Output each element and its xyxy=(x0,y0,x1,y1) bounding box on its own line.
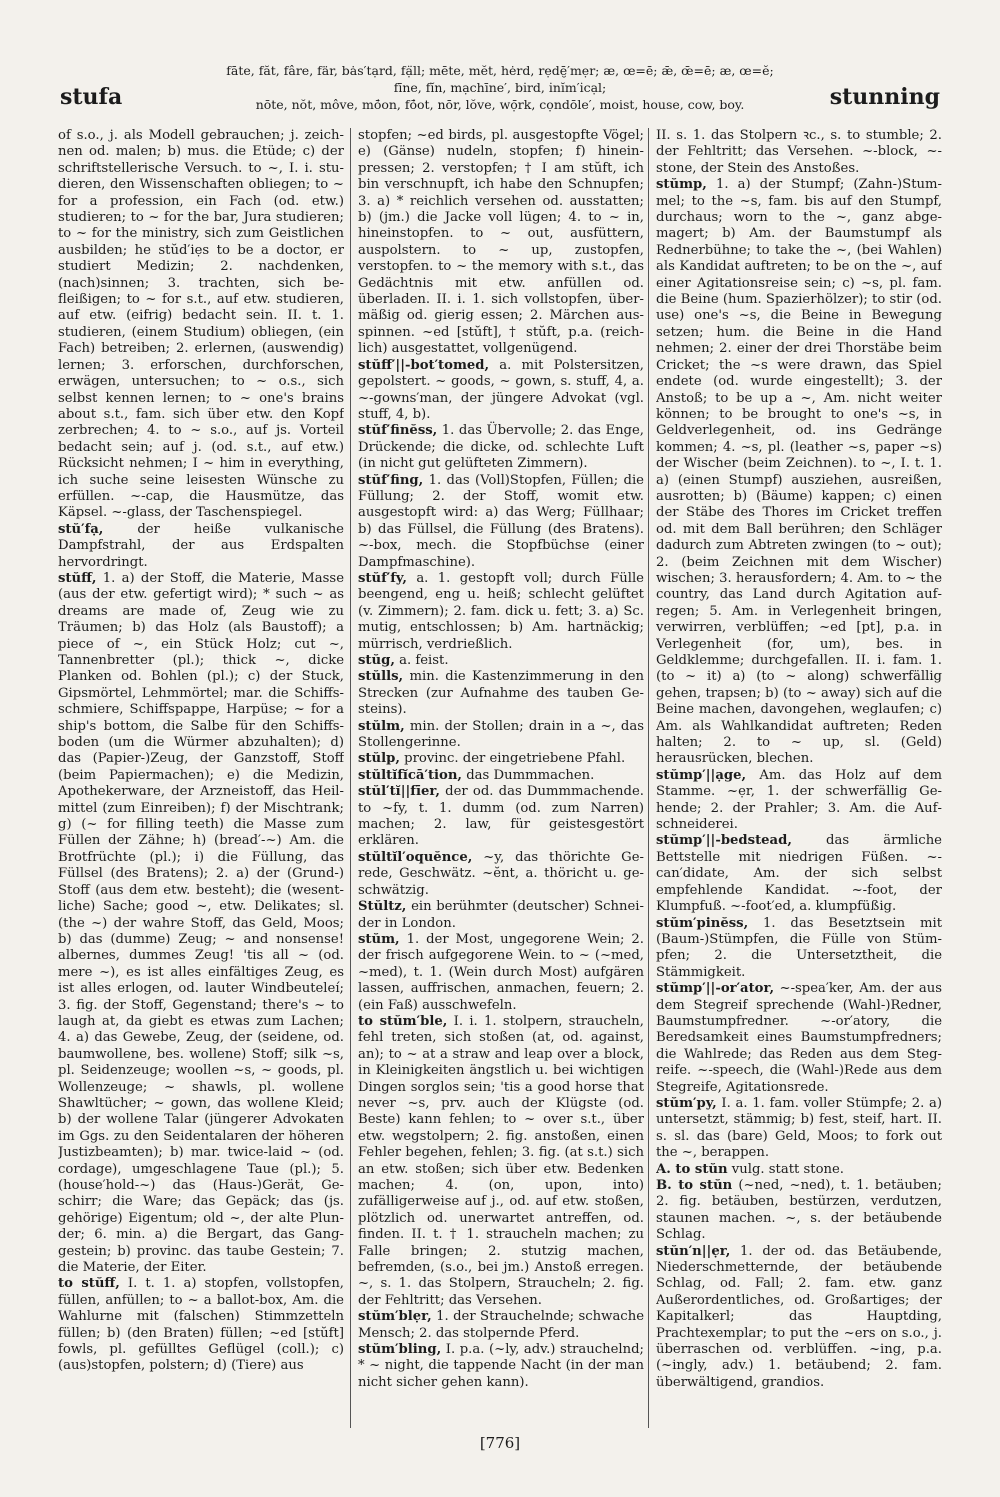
dictionary-entry xyxy=(58,522,344,571)
page-number: [776] xyxy=(479,1434,521,1452)
column-2 xyxy=(358,128,644,1428)
definition-text: 1. a) der Stumpf; (Zahn-)Stummel; to the ~s, fam. bis auf den Stumpf, durchaus; worn to the ~, ganz abgemagert; b) Am. der Baumstumpf als Rednerbühne; to take the ~, (bei Wahlen) als Kandidat auftreten; to be on the ~, auf einer Agitationsreise sein; c) ~s, pl. fam. die Beine (hum. Spazierhölzer); to stir (od. use) one's ~s, die Beine in Bewegung setzen; hum. die Beine in die Hand nehmen; 2. einer der drei Thorstäbe beim Cricket; the ~s were drawn, das Spiel endete (od. wurde eingestellt); 3. der Anstoß; to be up a ~, Am. nicht weiter können; to be brought to one's ~s, in Geldverlegenheit, od. ins Gedränge kommen; 4. ~s, pl. (leather ~s, paper ~s) der Wischer (beim Zeichnen). to ~, I. t. 1. a) (einen Stumpf) ausziehen, ausreißen, ausrotten; b) (Bäume) kappen; c) einen der Stäbe des Thores im Cricket treffen od. mit dem Ball berühren; den Schläger dadurch zum Abtreten zwingen (to ~ out); 2. (beim Zeichnen mit dem Wischer) wischen; 3. herausfordern; 4. Am. to ~ the country, das Land durch Agitation aufregen; 5. Am. in Verlegenheit bringen, verwirren, verblüffen; ~ed [pt], p.a. in Verlegenheit (for, um), bes. in Geldklemme; durchgefallen. II. i. fam. 1. (to ~ it) a) (to ~ along) schwerfällig gehen, trapsen; b) (to ~ away) sich auf die Beine machen, davongehen, weglaufen; c) Am. als Wahlkandidat auftreten; Reden halten; 2. to ~ up, sl. (Geld) herausrücken, blechen. xyxy=(656,177,942,767)
dictionary-entry xyxy=(358,899,644,932)
definition-text: I. i. 1. stolpern, straucheln, fehl treten, sich stoßen (at, od. against, an); to ~ at a straw and leap over a block, in Kleinigkeiten ängstlich u. bei wichtigen Dingen sorglos sein; 'tis a good horse that never ~s, prv. auch der Klügste (od. Beste) kann fehlen; to ~ over s.t., über etw. wegstolpern; 2. fig. anstoßen, einen Fehler begehen, fehlen; 3. fig. (at s.t.) sich an etw. stoßen; sich über etw. Bedenken machen; 4. (on, upon, into) zufälligerweise auf j., od. auf etw. stoßen, plötzlich od. unerwartet antreffen, od. finden. II. t. † 1. straucheln machen; zu Falle bringen; 2. stutzig machen, befremden, (s.o., bei jm.) Anstoß erregen. ~, s. 1. das Stolpern, Straucheln; 2. fig. der Fehltritt; das Versehen. xyxy=(358,1013,644,1308)
dictionary-entry xyxy=(358,751,644,767)
headword: B. to stŭn xyxy=(656,1178,733,1193)
headword: stŭm, xyxy=(358,931,400,947)
definition-text: 1. das (Voll)Stopfen, Füllen; die Füllung; 2. der Stoff, womit etw. ausgestopft wird: a) das Werg; Füllhaar; b) das Füllsel, die Füllung (des Bratens). ~-box, mech. die Stopfbüchse (einer Dampfmaschine). xyxy=(358,472,644,570)
dictionary-entry xyxy=(656,1096,942,1162)
definition-text: 1. der od. das Betäubende, Niederschmetternde, der betäubende Schlag, od. Fall; 2. fam. etw. ganz Außerordentliches, od. Großartiges; der Kapitalkerl; das Hauptding, Prachtexemplar; to put the ~ers on s.o., j. überraschen od. verblüffen. ~ing, p.a. (~ingly, adv.) 1. betäubend; 2. fam. überwältigend, grandios. xyxy=(656,1243,942,1390)
dictionary-entry xyxy=(358,850,644,899)
definition-text: min. der Stollen; drain in a ~, das Stollengerinne. xyxy=(358,718,644,751)
definition-text: a. mit Polstersitzen, gepolstert. ~ goods, ~ gown, s. stuff, 4, a. ~-gowns′man, der jüngere Advokat (vgl. stuff, 4, b). xyxy=(358,357,644,422)
dictionary-entry xyxy=(358,473,644,571)
dictionary-entry xyxy=(656,1162,942,1178)
dictionary-entry xyxy=(358,768,644,784)
dictionary-entry xyxy=(358,932,644,1014)
pronunciation-key xyxy=(180,62,820,113)
pronunciation-line: nōte, nŏt, môve, mō̍on, fō̍ot, nōr, lŏve, wọ̄rk, cọndōle′, moist, house, cow, boy. xyxy=(255,97,745,112)
headword: to stŭff, xyxy=(58,1276,120,1292)
pronunciation-line: fīne, fĭn, mạchīne′, bi̇rd, i̇nĭm′i̇cạl; xyxy=(393,80,607,95)
headword: stŭm′blẹr, xyxy=(358,1309,432,1325)
headword: stŭlm, xyxy=(358,718,405,734)
headword: stŭn′n||ẹr, xyxy=(656,1243,731,1259)
definition-text: a. feist. xyxy=(399,653,449,668)
definition-text: I. p.a. (~ly, adv.) strauchelnd; * ~ night, die tappende Nacht (in der man nicht sicher gehen kann). xyxy=(358,1342,644,1390)
headword: stŭf′fing, xyxy=(358,472,424,488)
headword: stŭltĭfĭcā′tion, xyxy=(358,767,463,783)
headword: stŭ′fạ, xyxy=(58,521,104,537)
headword: stŭf′finĕss, xyxy=(358,423,438,439)
definition-text: I. t. 1. a) stopfen, vollstopfen, füllen, anfüllen; to ~ a ballot-box, Am. die Wahlurne mit (falschen) Stimmzetteln füllen; b) (den Braten) füllen; ~ed [stŭft] fowls, pl. gefülltes Geflügel (coll.); c) (aus)stopfen, polstern; d) (Tiere) aus xyxy=(58,1276,344,1374)
headword: stŭmp, xyxy=(656,177,707,193)
definition-text: Am. das Holz auf dem Stamme. ~ẹr, 1. der schwerfällig Gehende; 2. der Prahler; 3. Am. die Aufschneiderei. xyxy=(656,767,942,833)
definition-text: 1. a) der Stoff, die Materie, Masse (aus der etw. gefertigt wird); * such ~ as dreams are made of, Zeug wie zu Träumen; b) das Holz (als Baustoff); a piece of ~, ein Stück Holz; cut ~, Tannenbretter (pl.); thick ~, dicke Planken od. Bohlen (pl.); c) der Stuck, Gipsmörtel, Lehmmörtel; mar. die Schiffsschmiere, Schiffspappe, Harpüse; ~ for a ship's bottom, die Salbe für den Schiffsboden (um die Würmer abzuhalten); d) das (Papier-)Zeug, der Ganzstoff, Stoff (beim Papiermachen); e) die Medizin, Apothekerware, der Arzneistoff, das Heilmittel (zum Einreiben); f) der Mischtrank; g) (~ for filling teeth) die Masse zum Füllen der Zähne; h) (bread′-~) Am. die Brotfrüchte (pl.); i) die Füllung, das Füllsel (des Bratens); 2. a) der (Grund-) Stoff (aus dem etw. besteht); die (wesentliche) Sache; good ~, etw. Delikates; sl. (the ~) der wahre Stoff, das Geld, Moos; b) das (dumme) Zeug; ~ and nonsense! albernes, dummes Zeug! 'tis all ~ (od. mere ~), es ist alles einfältiges Zeug, es ist alles erlogen, od. lauter Windbeuteleí; 3. fig. der Stoff, Gegenstand; there's ~ to laugh at, da giebt es etwas zum Lachen; 4. a) das Gewebe, Zeug, der (seidene, od. baumwollene, bes. wollene) Stoff; silk ~s, pl. Seidenzeuge; woollen ~s, ~ goods, pl. Wollenzeuge; ~ shawls, pl. wollene Shawltücher; ~ gown, das wollene Kleid; b) der wollene Talar (jüngerer Advokaten im Ggs. zu den Seidentalaren der höheren Justizbeamten); b) mar. twice-laid ~ (od. cordage), umgeschlagene Taue (pl.); 5. (house′hold-~) das (Haus-)Gerät, Geschirr; die Ware; das Gepäck; das (js. gehörige) Eigentum; old ~, der alte Plunder; 6. min. a) die Bergart, das Ganggestein; b) provinc. das taube Gestein; 7. die Materie, der Eiter. xyxy=(58,570,344,1276)
headword: stŭmp′||-or′ator, xyxy=(656,981,775,997)
definition-text: (~ned, ~ned), t. 1. betäuben; 2. fig. betäuben, bestürzen, verdutzen, staunen machen. ~, s. der betäubende Schlag. xyxy=(656,1178,942,1243)
headword: stŭff, xyxy=(58,570,97,586)
column-1 xyxy=(58,128,344,1428)
column-3 xyxy=(656,128,942,1428)
definition-text: ein berühmter (deutscher) Schneider in London. xyxy=(358,899,644,931)
dictionary-entry xyxy=(656,1178,942,1244)
headword: stŭm′bling, xyxy=(358,1342,442,1358)
definition-text: ~-spea′ker, Am. der aus dem Stegreif sprechende (Wahl-)Redner, Baumstumpfredner. ~-or′atory, die Beredsamkeit eines Baumstumpfredners; die Wahlrede; das Reden aus dem Stegreife. ~-speech, die (Wahl-)Rede aus dem Stegreife, Agitationsrede. xyxy=(656,981,942,1095)
dictionary-entry xyxy=(358,1014,644,1309)
definition-text: II. s. 1. das Stolpern ꝛc., s. to stumble; 2. der Fehltritt; das Versehen. ~-block, ~-stone, der Stein des Anstoßes. xyxy=(656,128,942,176)
headword: stŭg, xyxy=(358,653,395,668)
dictionary-entry xyxy=(358,784,644,850)
dictionary-entry xyxy=(358,1342,644,1391)
definition-text: das ärmliche Bettstelle mit niedrigen Füßen. ~-can′didate, Am. der sich selbst empfehlende Kandidat. ~-foot, der Klumpfuß. ~-foot′ed, a. klumpfüßig. xyxy=(656,833,942,915)
headword: stŭltĭl′oquĕnce, xyxy=(358,849,473,865)
definition-text: min. die Kastenzimmerung in den Strecken (zur Aufnahme des tauben Gesteins). xyxy=(358,669,644,718)
headword: stŭf′fy, xyxy=(358,570,407,586)
definition-text: der od. das Dummmachende. to ~fy, t. 1. dumm (od. zum Narren) machen; 2. law, für geistesgestört erklären. xyxy=(358,784,644,849)
pronunciation-line: fāte, făt, fâre, fär, bȧs′tạrd, fạ̈ll; mēte, mĕt, hėrd, rẹdē̮′mẹr; æ, œ=ē; ǣ, œ̄=ē; æ, œ=ĕ; xyxy=(226,63,774,78)
dictionary-entry xyxy=(358,423,644,472)
left-guide-word: stufa xyxy=(60,84,123,110)
headword: A. to stŭn xyxy=(656,1161,728,1177)
definition-text: ~y, das thörichte Gerede, Geschwätz. ~ĕnt, a. thöricht u. geschwätzig. xyxy=(358,849,644,898)
dictionary-entry xyxy=(656,177,942,768)
headword: stŭlls, xyxy=(358,669,404,685)
dictionary-entry xyxy=(58,571,344,1276)
entry-columns xyxy=(58,128,942,1430)
definition-text: a. 1. gestopft voll; durch Fülle beengend, eng u. heiß; schlecht gelüftet (v. Zimmern); 2. fam. dick u. fett; 3. a) Sc. mutig, entschlossen; b) Am. hartnäckig; mürrisch, verdrießlich. xyxy=(358,570,644,652)
dictionary-entry xyxy=(358,1309,644,1342)
headword: stŭmp′||ạge, xyxy=(656,767,747,783)
definition-text: stopfen; ~ed birds, pl. ausgestopfte Vögel; e) (Gänse) nudeln, stopfen; f) hineinpressen; 2. verstopfen; † I am stŭft, ich bin verschnupft, ich habe den Schnupfen; 3. a) * reichlich versehen od. ausstatten; b) (jm.) die Jacke voll lügen; 4. to ~ in, hineinstopfen. to ~ out, ausfüttern, auspolstern. to ~ up, zustopfen, verstopfen. to ~ the memory with s.t., das Gedächtnis mit etw. anfüllen od. überladen. II. i. 1. sich vollstopfen, übermäßig od. gierig essen; 2. Märchen ausspinnen. ~ed [stŭft], † stŭft, p.a. (reichlich) ausgestattet, vollgenügend. xyxy=(358,128,644,357)
definition-text: das Dummmachen. xyxy=(466,767,595,783)
headword: stŭff′||-bot′tomed, xyxy=(358,357,490,373)
headword: Stŭltz, xyxy=(358,899,407,915)
headword: stŭmp′||-bedstead, xyxy=(656,833,792,849)
dictionary-entry xyxy=(58,128,344,522)
definition-text: der heiße vulkanische Dampfstrahl, der aus Erdspalten hervordringt. xyxy=(58,521,344,570)
dictionary-entry xyxy=(656,981,942,1096)
definition-text: 1. der Strauchelnde; schwache Mensch; 2. das stolpernde Pferd. xyxy=(358,1309,644,1341)
column-divider xyxy=(648,128,649,1428)
dictionary-entry xyxy=(358,128,644,358)
dictionary-entry xyxy=(358,358,644,424)
dictionary-entry xyxy=(656,833,942,915)
definition-text: I. a. 1. fam. voller Stümpfe; 2. a) untersetzt, stämmig; b) fest, steif, hart. II. s. sl. das (bare) Geld, Moos; to fork out the ~, berappen. xyxy=(656,1095,942,1161)
definition-text: 1. das Besetztsein mit (Baum-)Stümpfen, die Fülle von Stümpfen; 2. die Untersetztheit, die Stämmigkeit. xyxy=(656,915,942,980)
definition-text: of s.o., j. als Modell gebrauchen; j. zeichnen od. malen; b) mus. die Etüde; c) der schriftstellerische Versuch. to ~, I. i. studieren, den Wissenschaften obliegen; to ~ for a profession, ein Fach (od. etw.) studieren; to ~ for the bar, Jura studieren; to ~ for the ministry, sich zum Geistlichen ausbilden; he stŭd′iẹs to be a doctor, er studiert Medizin; 2. nachdenken, (nach)sinnen; 3. trachten, sich befleißigen; to ~ for s.t., auf etw. studieren, auf etw. (eifrig) bedacht sein. II. t. 1. studieren, (einem Studium) obliegen, (ein Fach) betreiben; 2. erlernen, (auswendig) lernen; 3. erforschen, durchforschen, erwägen, untersuchen; to ~ o.s., sich selbst kennen lernen; to ~ one's brains about s.t., fam. sich über etw. den Kopf zerbrechen; 4. to ~ s.o., auf js. Vorteil bedacht sein; auf j. (od. s.t., auf etw.) Rücksicht nehmen; I ~ him in everything, ich suche seine leisesten Wünsche zu erfüllen. ~-cap, die Hausmütze, das Käpsel. ~-glass, der Taschenspiegel. xyxy=(58,128,344,521)
definition-text: provinc. der eingetriebene Pfahl. xyxy=(404,751,626,767)
dictionary-entry xyxy=(358,571,644,653)
dictionary-entry xyxy=(656,1244,942,1392)
right-guide-word: stunning xyxy=(829,84,940,110)
dictionary-entry xyxy=(358,719,644,752)
dictionary-entry xyxy=(656,916,942,982)
definition-text: 1. das Übervolle; 2. das Enge, Drückende; die dicke, od. schlechte Luft (in nicht gut gelüfteten Zimmern). xyxy=(358,423,644,472)
dictionary-entry xyxy=(358,669,644,718)
headword: stŭlp, xyxy=(358,751,400,767)
definition-text: vulg. statt stone. xyxy=(731,1161,845,1177)
headword: stŭm′py, xyxy=(656,1095,717,1111)
dictionary-entry xyxy=(358,653,644,669)
dictionary-entry xyxy=(656,768,942,834)
headword: stŭl′tĭ||fīer, xyxy=(358,784,440,800)
dictionary-entry xyxy=(656,128,942,177)
column-divider xyxy=(350,128,351,1428)
definition-text: 1. der Most, ungegorene Wein; 2. der frisch aufgegorene Wein. to ~ (~med, ~med), t. 1. (Wein durch Most) aufgären lassen, auffrischen, anmachen, feuern; 2. (ein Faß) ausschwefeln. xyxy=(358,931,644,1013)
headword: to stŭm′ble, xyxy=(358,1013,448,1029)
headword: stŭm′pinĕss, xyxy=(656,915,749,931)
dictionary-entry xyxy=(58,1276,344,1374)
